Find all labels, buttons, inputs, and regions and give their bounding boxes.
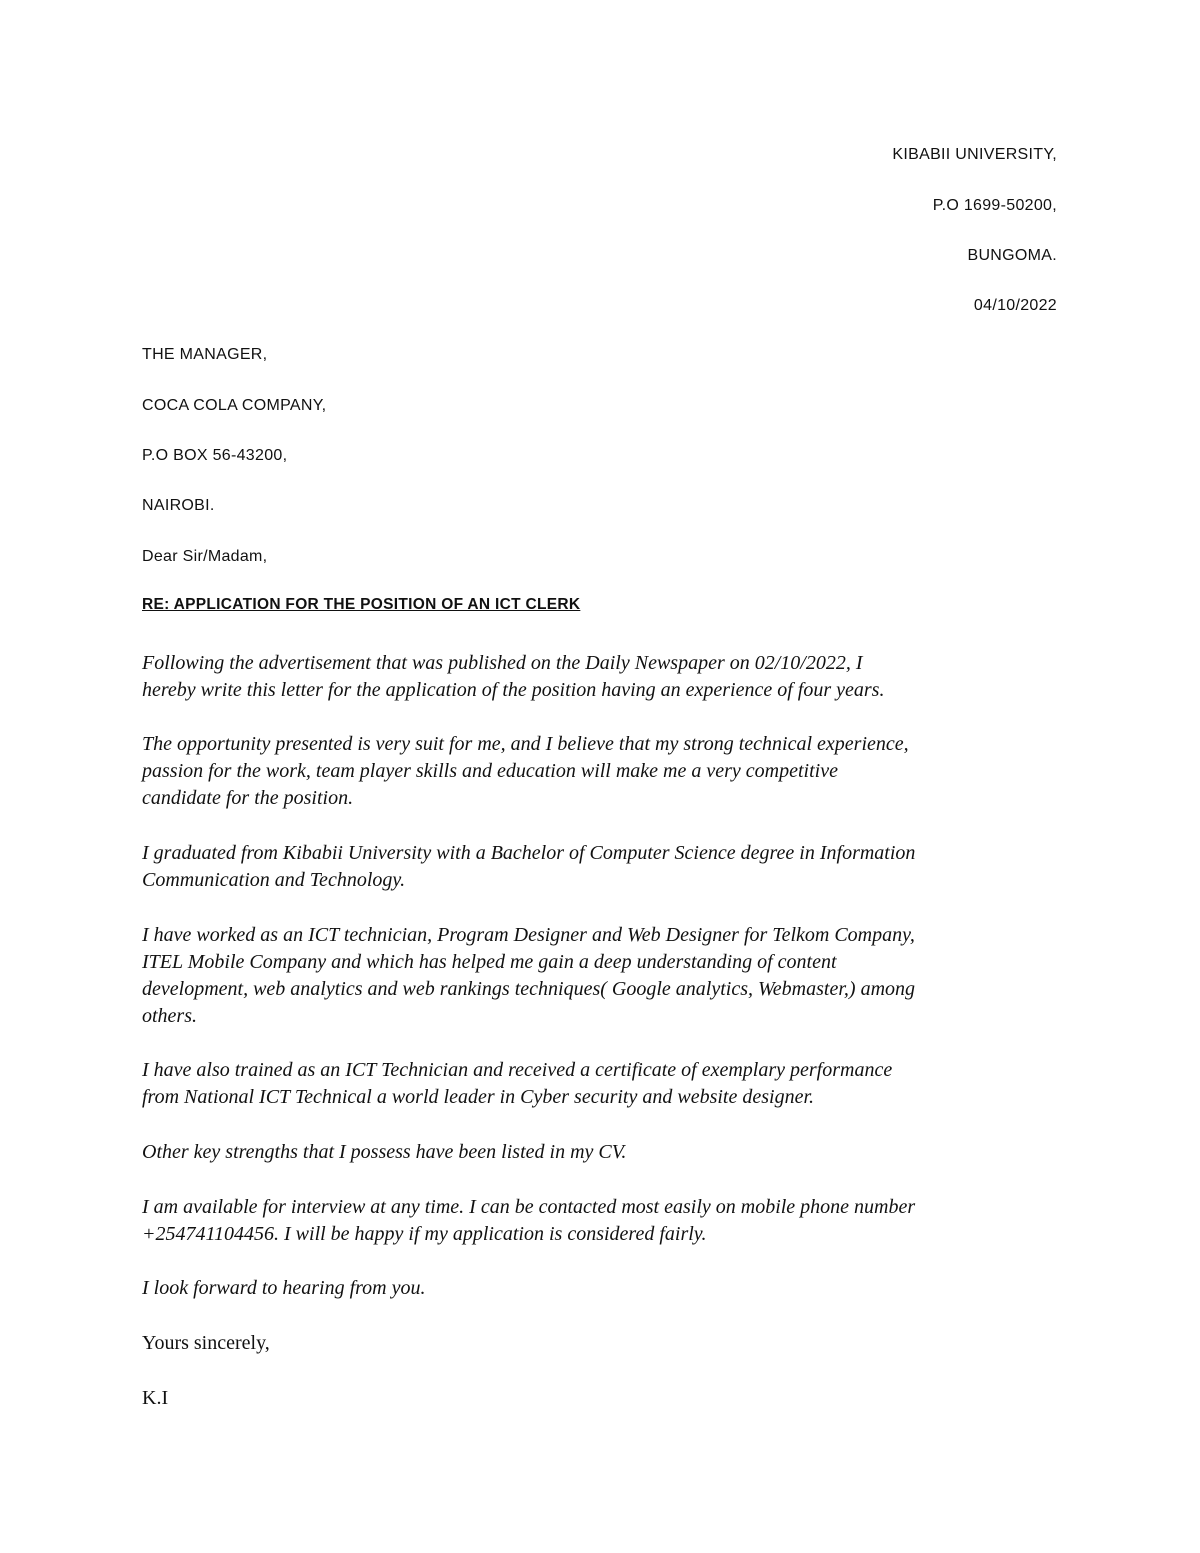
body-paragraph-3 xyxy=(142,840,1062,894)
recipient-title: THE MANAGER, xyxy=(142,346,268,363)
body-line: from National ICT Technical a world leader in Cyber security and website designer. xyxy=(142,1086,815,1108)
body-paragraph-5 xyxy=(142,1057,1062,1111)
body-line: ITEL Mobile Company and which has helped me gain a deep understanding of content xyxy=(142,951,837,973)
body-line: +254741104456. I will be happy if my application is considered fairly. xyxy=(142,1223,707,1245)
body-line: hereby write this letter for the application of the position having an experience of four years. xyxy=(142,679,885,701)
signature: K.I xyxy=(142,1387,169,1409)
recipient-company: COCA COLA COMPANY, xyxy=(142,397,327,414)
body-paragraph-6 xyxy=(142,1139,1062,1166)
body-line: passion for the work, team player skills and education will make me a very competitive xyxy=(142,760,838,782)
body-line: development, web analytics and web rankings techniques( Google analytics, Webmaster,) among xyxy=(142,978,916,1000)
body-line: Communication and Technology. xyxy=(142,869,406,891)
sender-town: BUNGOMA. xyxy=(967,247,1057,264)
body-paragraph-4 xyxy=(142,922,1062,1030)
body-line: I have worked as an ICT technician, Program Designer and Web Designer for Telkom Company, xyxy=(142,924,915,946)
body-line: candidate for the position. xyxy=(142,787,354,809)
body-line: I have also trained as an ICT Technician and received a certificate of exemplary performance xyxy=(142,1059,893,1081)
body-line: I am available for interview at any time. I can be contacted most easily on mobile phone number xyxy=(142,1196,916,1218)
body-paragraph-1 xyxy=(142,650,1062,704)
sender-institution: KIBABII UNIVERSITY, xyxy=(892,146,1057,163)
body-line: Following the advertisement that was published on the Daily Newspaper on 02/10/2022, I xyxy=(142,652,863,674)
recipient-po-box: P.O BOX 56-43200, xyxy=(142,447,288,464)
body-line: The opportunity presented is very suit for me, and I believe that my strong technical experience, xyxy=(142,733,909,755)
body-line: others. xyxy=(142,1005,197,1027)
recipient-town: NAIROBI. xyxy=(142,497,215,514)
salutation: Dear Sir/Madam, xyxy=(142,548,268,565)
body-line: I look forward to hearing from you. xyxy=(142,1277,426,1299)
body-paragraph-8 xyxy=(142,1275,1062,1302)
letter-date: 04/10/2022 xyxy=(973,297,1057,314)
body-line: Other key strengths that I possess have been listed in my CV. xyxy=(142,1141,627,1163)
closing: Yours sincerely, xyxy=(142,1332,270,1354)
body-line: I graduated from Kibabii University with a Bachelor of Computer Science degree in Information xyxy=(142,842,916,864)
body-paragraph-7 xyxy=(142,1194,1062,1248)
body-paragraph-2 xyxy=(142,731,1062,812)
sender-po-box: P.O 1699-50200, xyxy=(932,197,1057,214)
subject-line: RE: APPLICATION FOR THE POSITION OF AN ICT CLERK xyxy=(142,596,581,613)
